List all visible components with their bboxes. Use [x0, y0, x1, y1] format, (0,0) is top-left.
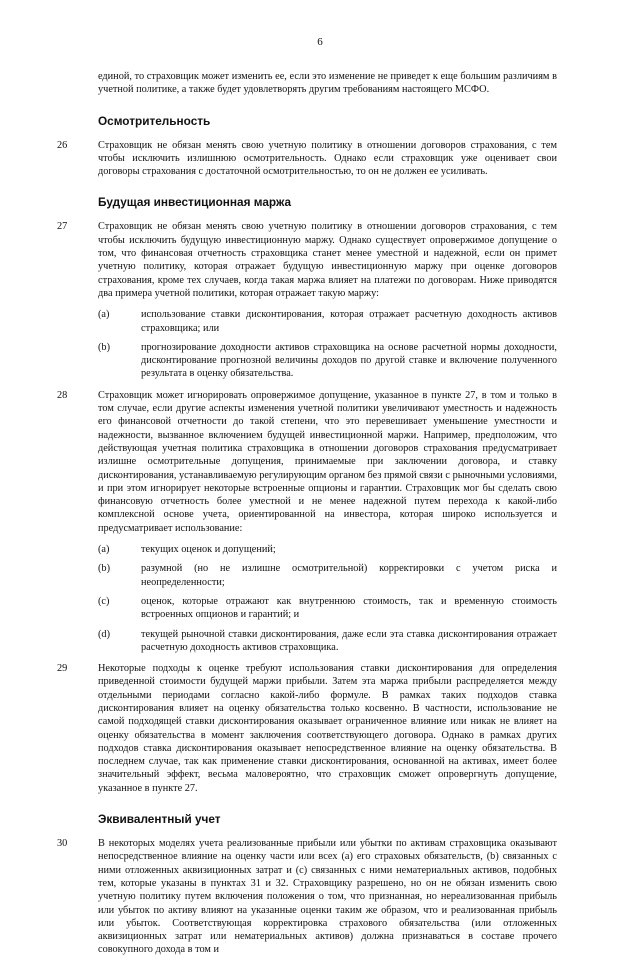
paragraph-number: 26	[57, 139, 68, 151]
section-heading: Осмотрительность	[98, 113, 211, 128]
paragraph-number: 30	[57, 838, 68, 850]
numbered-paragraph	[57, 220, 557, 300]
numbered-paragraph	[57, 837, 557, 957]
paragraph-text: Страховщик может игнорировать опровержимое допущение, указанное в пункте 27, в том и только в том случае, если другие аспекты изменения учетной политики увеличивают уместность и надежность его финансовой отчетности до такой степени, что это перевешивает уменьшение уместности и надежности, вызванное включением будущей инвестиционной маржи. Например, предположим, что действующая учетная политика страховщика в отношении договоров страхования предусматривает излишне осмотрительные допущения, принимаемые при заключении договора, и ставку дисконтирования, устанавливаемую регулирующим органом без прямой связи с рыночными условиями, и при этом игнорирует некоторые встроенные опционы и гарантии. Страховщик мог бы сделать свою финансовую отчетность более уместной и не менее надежной путем перехода к какой-либо комплексной основе учета, ориентированной на инвестора, которая широко используется и предусматривает использование:	[98, 389, 557, 534]
list-item	[98, 308, 557, 335]
paragraph-text: В некоторых моделях учета реализованные прибыли или убытки по активам страховщика оказывают непосредственное влияние на оценку части или всех (а) его страховых обязательств, (b) связанных с ними отложенных аквизиционных затрат и (с) связанных с ними нематериальных активов, подобных тем, которые указаны в пунктах 31 и 32. Страховщику разрешено, но он не обязан изменить свою учетную политику путем включения положения о том, что признанная, но нереализованная прибыль или убыток по активу влияют на указанные оценки таким же образом, что и реализованная прибыль или убыток. Соответствующая корректировка страхового обязательства (или отложенных аквизиционных затрат или нематериальных активов) должна признаваться в составе прочего совокупного дохода в том и	[98, 838, 557, 956]
paragraph-number: 28	[57, 389, 68, 401]
list-item	[98, 595, 557, 622]
item-text: разумной (но не излишне осмотрительной) корректировки с учетом риска и неопределенности;	[141, 563, 557, 588]
paragraph-text: Страховщик не обязан менять свою учетную политику в отношении договоров страхования, с тем чтобы исключить излишнюю осмотрительность. Однако если страховщик уже оценивает свои договоры страхования с достаточной осмотрительностью, то он не должен ее усиливать.	[98, 139, 557, 178]
document-body	[57, 70, 557, 965]
item-label: (b)	[98, 341, 111, 353]
item-label: (a)	[98, 544, 110, 556]
item-list	[57, 308, 557, 380]
page-number: 6	[317, 36, 323, 48]
item-text: прогнозирование доходности активов страховщика на основе расчетной нормы доходности, дисконтирование прогнозной величины доходов по другой ставке и включение полученного результата в оценку обязательства.	[141, 341, 557, 380]
section-heading: Эквивалентный учет	[98, 812, 221, 827]
section-heading: Будущая инвестиционная маржа	[98, 195, 292, 210]
continuation-text: единой, то страховщик может изменить ее, если это изменение не приведет к еще большим различиям в учетной политике, а также будет удовлетворять другим требованиям настоящего МСФО.	[98, 71, 557, 96]
numbered-paragraph	[57, 389, 557, 535]
item-label: (b)	[98, 563, 111, 575]
item-text: оценок, которые отражают как внутреннюю стоимость, так и временную стоимость встроенных опционов и гарантий; и	[141, 595, 557, 621]
list-item	[98, 562, 557, 589]
list-item	[98, 543, 557, 556]
item-label: (a)	[98, 309, 110, 321]
paragraph-number: 29	[57, 663, 68, 675]
paragraph-number: 27	[57, 221, 68, 233]
list-item	[98, 628, 557, 655]
paragraph-text: Страховщик не обязан менять свою учетную политику в отношении договоров страхования, с тем чтобы исключить будущую инвестиционную маржу. Однако существует опровержимое допущение о том, что финансовая отчетность страховщика станет менее уместной и надежной, если он примет учетную политику, которая отражает будущую инвестиционную маржу при оценке договоров страхования, кроме тех случаев, когда такая маржа влияет на платежи по договорам. Ниже приводятся два примера учетной политики, которая отражает такую маржу:	[98, 221, 557, 299]
item-list	[57, 543, 557, 654]
item-label: (c)	[98, 595, 110, 607]
item-text: текущих оценок и допущений;	[141, 544, 276, 556]
paragraph-text: Некоторые подходы к оценке требуют использования ставки дисконтирования для определения приведенной стоимости будущей маржи прибыли. Затем эта маржа прибыли распределяется между отдельными периодами согласно какой-либо формуле. В рамках таких подходов ставка дисконтирования влияет на оценку обязательства только косвенно. В частности, использование не самой подходящей ставки дисконтирования оказывает ограниченное влияние или никак не влияет на оценку обязательства в момент заключения соответствующего договора. Однако в рамках других подходов ставка дисконтирования оказывает непосредственное влияние на оценку обязательства. В последнем случае, так как применение ставки дисконтирования, основанной на активах, имеет более значительный эффект, весьма маловероятно, что страховщик сможет опровергнуть допущение, указанное в пункте 27.	[98, 663, 557, 794]
numbered-paragraph	[57, 662, 557, 795]
list-item	[98, 341, 557, 381]
item-text: использование ставки дисконтирования, которая отражает расчетную доходность активов страховщика; или	[141, 309, 557, 334]
numbered-paragraph	[57, 139, 557, 179]
item-text: текущей рыночной ставки дисконтирования, даже если эта ставка дисконтирования отражает расчетную доходность активов страховщика.	[141, 628, 557, 653]
item-label: (d)	[98, 628, 111, 640]
